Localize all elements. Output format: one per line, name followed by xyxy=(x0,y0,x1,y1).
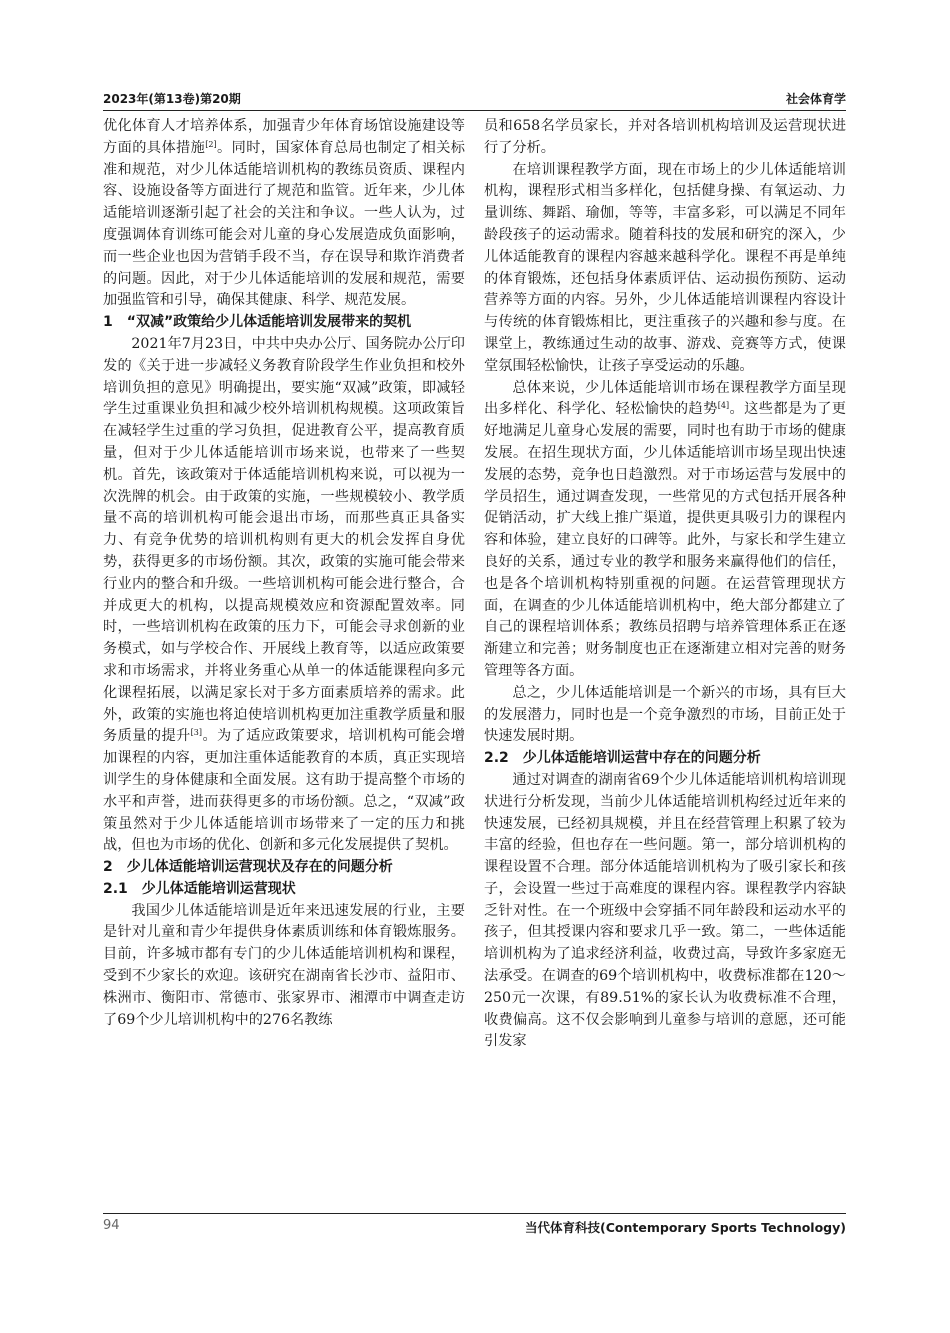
page-number: 94 xyxy=(103,1218,120,1233)
paragraph: 在培训课程教学方面，现在市场上的少儿体适能培训机构，课程形式相当多样化，包括健身操、有氧运动、力量训练、舞蹈、瑜伽，等等，丰富多彩，可以满足不同年龄段孩子的运动需求。随着科技的发展和研究的深入，少儿体适能教育的课程内容越来越科学化。课程不再是单纯的体育锻炼，还包括身体素质评估、运动损伤预防、运动营养等方面的内容。另外，少儿体适能培训课程内容设计与传统的体育锻炼相比，更注重孩子的兴趣和参与度。在课堂上，教练通过生动的故事、游戏、竞赛等方式，使课堂氛围轻松愉快，让孩子享受运动的乐趣。 xyxy=(484,161,846,374)
paragraph: 通过对调查的湖南省69个少儿体适能培训机构培训现状进行分析发现，当前少儿体适能培训机构经过近年来的快速发展，已经初具规模，并且在经营管理上积累了较为丰富的经验，但也存在一些问题。第一，部分培训机构的课程设置不合理。部分体适能培训机构为了吸引家长和孩子，会设置一些过于高难度的课程内容。课程教学内容缺乏针对性。在一个班级中会穿插不同年龄段和运动水平的孩子，但其授课内容和要求几乎一致。第二，一些体适能培训机构为了追求经济利益，收费过高，导致许多家庭无法承受。在调查的69个培训机构中，收费标准都在120～250元一次课，有89.51%的家长认为收费标准不合理，收费偏高。这不仅会影响到儿童参与培训的意愿，还可能引发家 xyxy=(484,771,846,1050)
journal-name: 当代体育科技(Contemporary Sports Technology) xyxy=(525,1220,846,1235)
paragraph-continued: 员和658名学员家长，并对各培训机构培训及运营现状进行了分析。 xyxy=(484,118,846,156)
subsection-heading-2-2: 2.2 少儿体适能培训运营中存在的问题分析 xyxy=(484,750,761,767)
section-heading-2: 2 少儿体适能培训运营现状及存在的问题分析 xyxy=(103,859,393,876)
left-column xyxy=(103,116,465,1031)
paragraph: 我国少儿体适能培训是近年来迅速发展的行业，主要是针对儿童和青少年提供身体素质训练和体育锻炼服务。目前，许多城市都有专门的少儿体适能培训机构和课程，受到不少家长的欢迎。该研究在湖南省长沙市、益阳市、株洲市、衡阳市、常德市、张家界市、湘潭市中调查走访了69个少儿培训机构中的276名教练 xyxy=(103,902,465,1028)
right-column xyxy=(484,116,846,1053)
header-divider xyxy=(103,110,846,111)
section-heading-1: 1 “双减”政策给少儿体适能培训发展带来的契机 xyxy=(103,314,412,331)
citation-ref: [3] xyxy=(190,728,203,738)
paragraph: 总体来说，少儿体适能培训市场在课程教学方面呈现出多样化、科学化、轻松愉快的趋势[4]。这些都是为了更好地满足儿童身心发展的需要，同时也有助于市场的健康发展。在招生现状方面，少儿体适能培训市场呈现出快速发展的态势，竞争也日趋激烈。对于市场运营与发展中的学员招生，通过调查发现，一些常见的方式包括开展各种促销活动，扩大线上推广渠道，提供更具吸引力的课程内容和体验，建立良好的口碑等。此外，与家长和学生建立良好的关系，通过专业的教学和服务来赢得他们的信任，也是各个培训机构特别重视的问题。在运营管理现状方面，在调查的少儿体适能培训机构中，绝大部分都建立了自己的课程培训体系；教练员招聘与培养管理体系正在逐渐建立和完善；财务制度也正在逐渐建立相对完善的财务管理等各方面。 xyxy=(484,379,846,679)
paragraph-continued: 优化体育人才培养体系，加强青少年体育场馆设施建设等方面的具体措施[2]。同时，国家体育总局也制定了相关标准和规范，对少儿体适能培训机构的教练员资质、课程内容、设施设备等方面进行了规范和监管。近年来，少儿体适能培训逐渐引起了社会的关注和争议。一些人认为，过度强调体育训练可能会对儿童的身心发展造成负面影响，而一些企业也因为营销手段不当，存在误导和欺诈消费者的问题。因此，对于少儿体适能培训的发展和规范，需要加强监管和引导，确保其健康、科学、规范发展。 xyxy=(103,118,465,309)
paragraph: 总之，少儿体适能培训是一个新兴的市场，具有巨大的发展潜力，同时也是一个竞争激烈的市场，目前正处于快速发展时期。 xyxy=(484,684,846,745)
section-title: 社会体育学 xyxy=(785,92,846,106)
subsection-heading-2-1: 2.1 少儿体适能培训运营现状 xyxy=(103,880,296,897)
journal-issue: 2023年(第13卷)第20期 xyxy=(103,92,241,106)
citation-ref: [2] xyxy=(205,139,217,149)
footer-divider xyxy=(103,1213,846,1214)
paragraph: 2021年7月23日，中共中央办公厅、国务院办公厅印发的《关于进一步减轻义务教育阶段学生作业负担和校外培训负担的意见》明确提出，要实施“双减”政策，即减轻学生过重课业负担和减少校外培训机构规模。这项政策旨在减轻学生过重的学习负担，促进教育公平，提高教育质量，但对于少儿体适能培训市场来说，也带来了一些契机。首先，该政策对于体适能培训机构来说，可以视为一次洗牌的机会。由于政策的实施，一些规模较小、教学质量不高的培训机构可能会退出市场，而那些真正具备实力、有竞争优势的培训机构则有更大的机会发挥自身优势，获得更多的市场份额。其次，政策的实施可能会带来行业内的整合和升级。一些培训机构可能会进行整合，合并成更大的机构，以提高规模效应和资源配置效率。同时，一些培训机构在政策的压力下，可能会寻求创新的业务模式，如与学校合作、开展线上教育等，以适应政策要求和市场需求，并将业务重心从单一的体适能课程向多元化课程拓展，以满足家长对于多方面素质培养的需求。此外，政策的实施也将迫使培训机构更加注重教学质量和服务质量的提升[3]。为了适应政策要求，培训机构可能会增加课程的内容，更加注重体适能教育的本质，真正实现培训学生的身体健康和全面发展。这有助于提高整个市场的水平和声誉，进而获得更多的市场份额。总之，“双减”政策虽然对于少儿体适能培训市场带来了一定的压力和挑战，但也为市场的优化、创新和多元化发展提供了契机。 xyxy=(103,335,465,854)
citation-ref: [4] xyxy=(717,401,730,411)
